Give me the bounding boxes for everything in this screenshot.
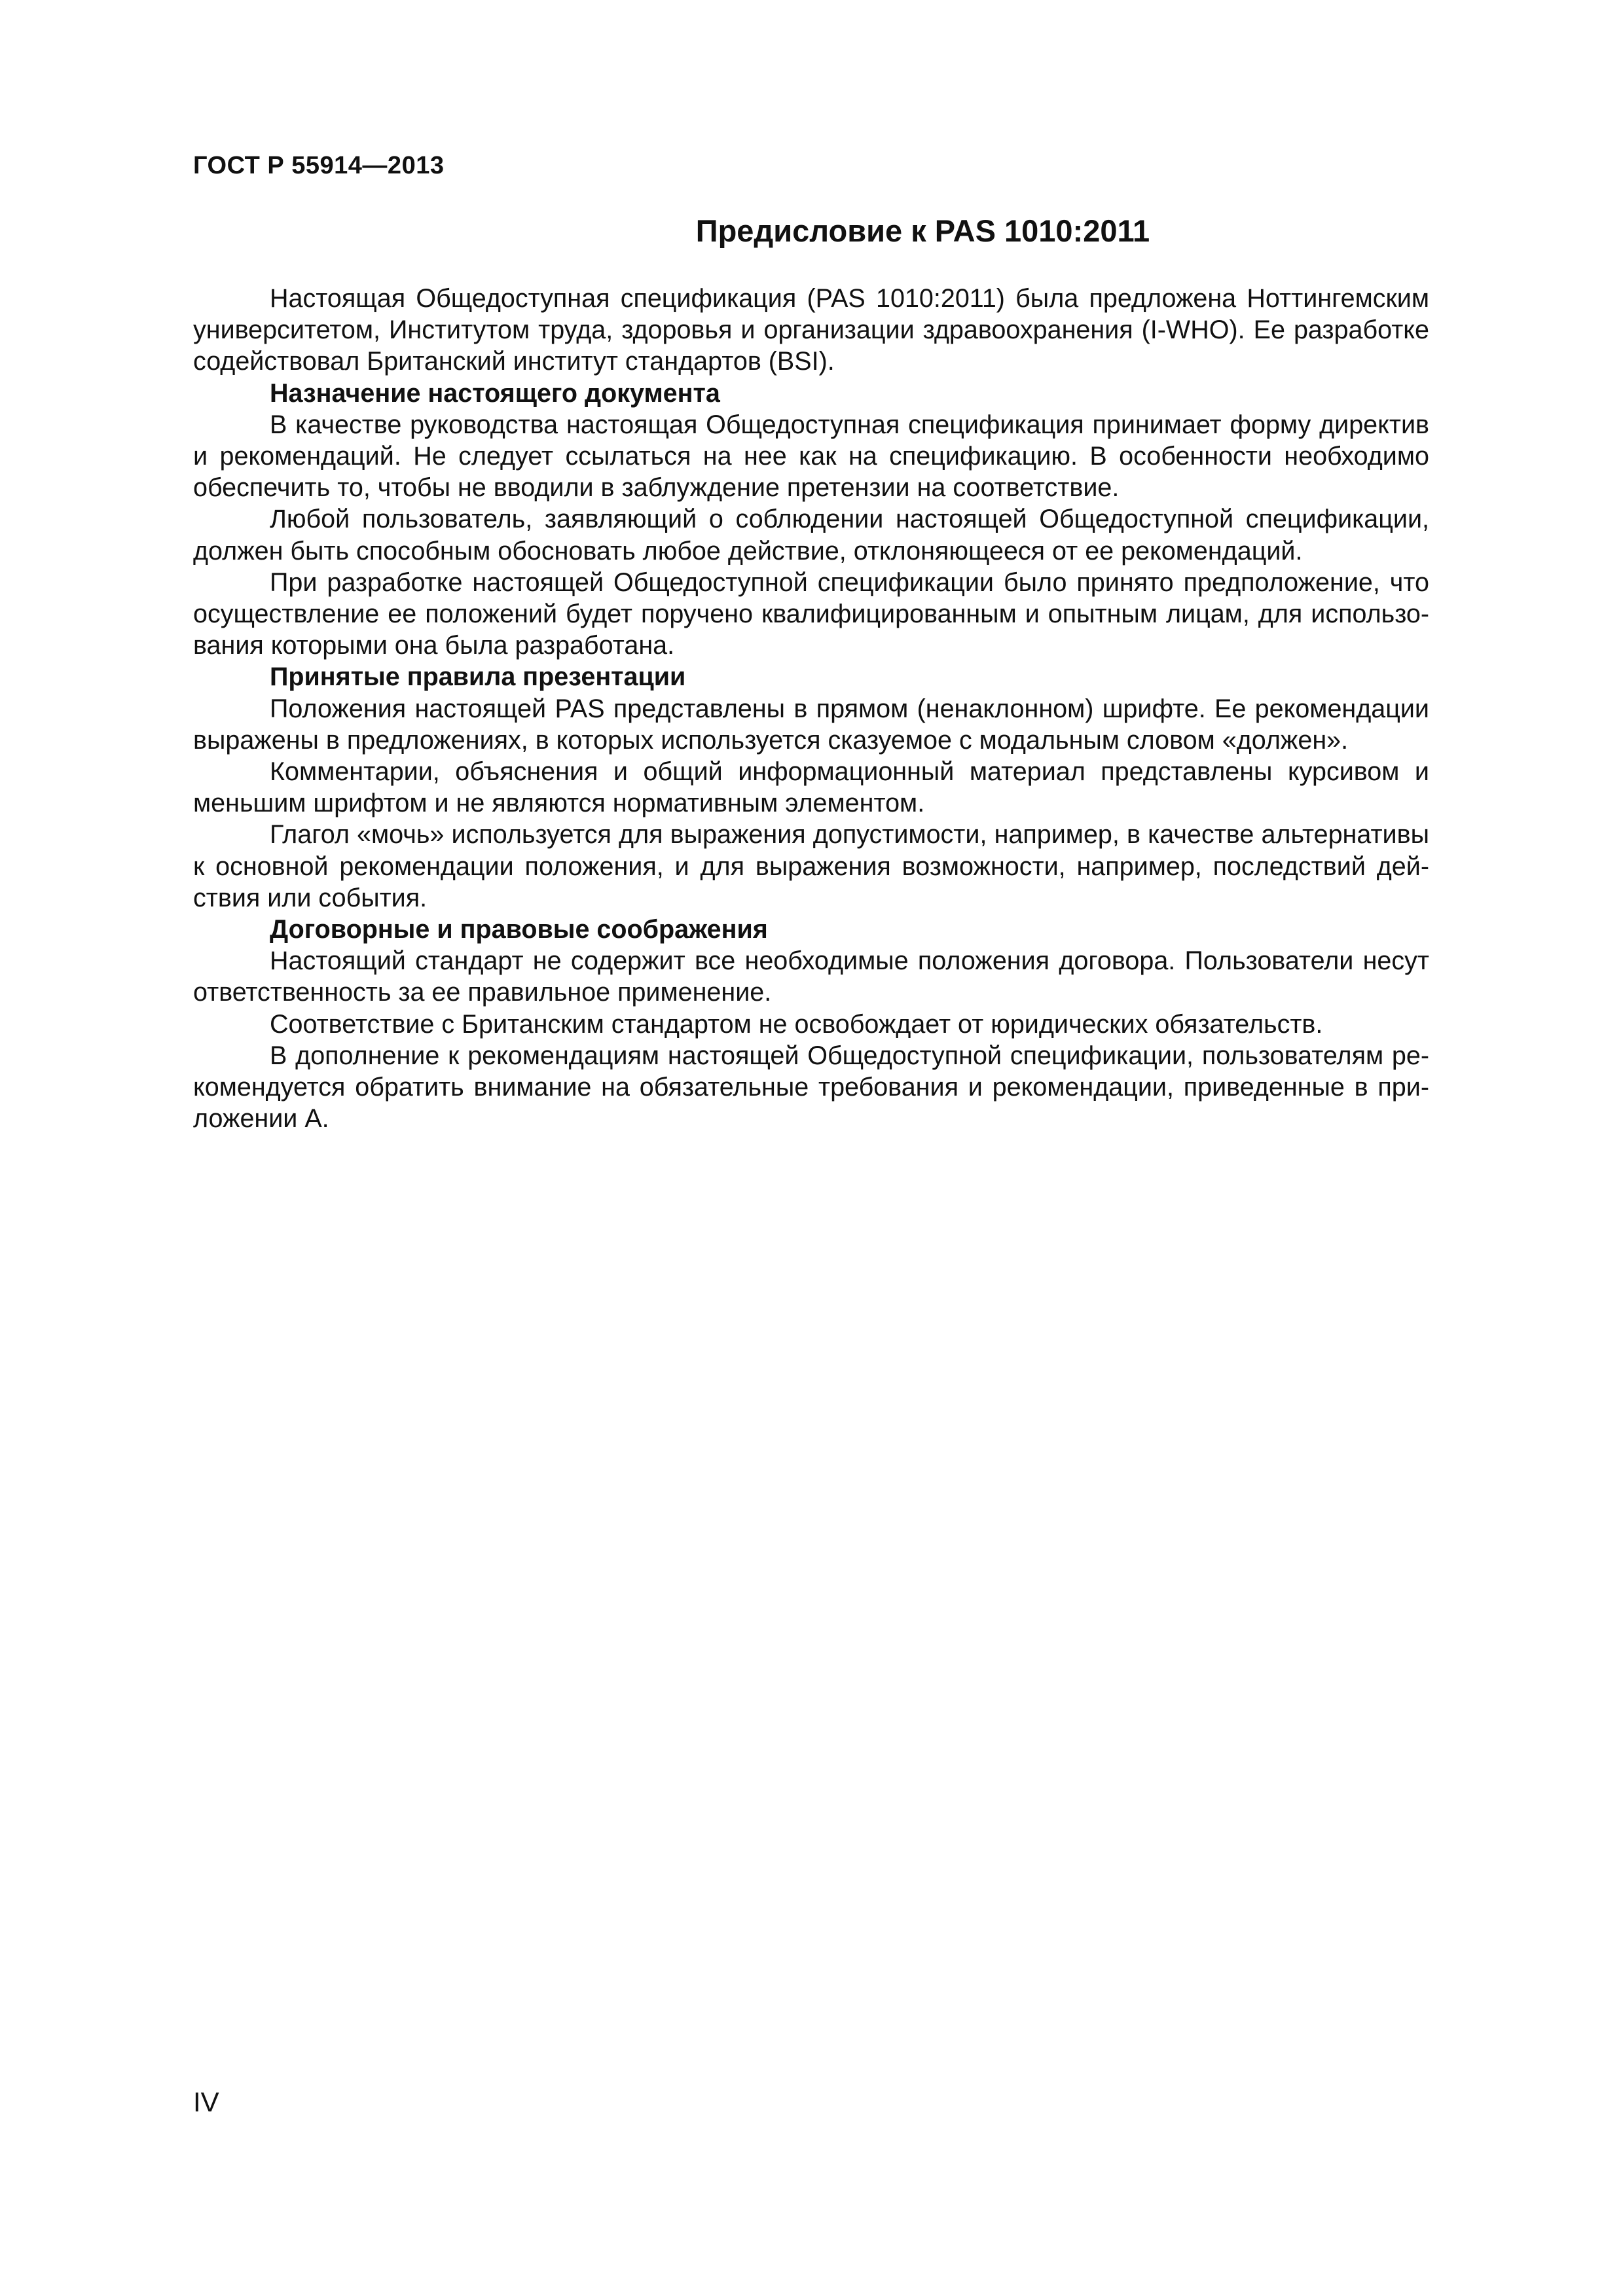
document-body (193, 283, 1429, 1134)
section-heading-contractual-legal: Договорные и правовые соображения (270, 915, 768, 944)
section-heading-presentation-rules: Принятые правила презентации (270, 662, 686, 692)
body-paragraph: В дополнение к рекомендациям настоящей Общедоступной спецификации, пользователям рекомендуется обратить внимание на обязательные требования и рекомендации, приведенные в приложении А. (193, 1041, 1429, 1134)
body-paragraph: Настоящий стандарт не содержит все необходимые положения договора. Пользователи несут ответственность за ее правильное применение. (193, 946, 1429, 1007)
body-paragraph: При разработке настоящей Общедоступной спецификации было принято предположение, что осуществление ее положений будет поручено квалифицированным и опытным лицам, для использования которыми она была разработана. (193, 567, 1429, 660)
body-paragraph: Комментарии, объяснения и общий информационный материал представлены курсивом и меньшим шрифтом и не являются нормативным элементом. (193, 757, 1429, 818)
body-paragraph: В качестве руководства настоящая Общедоступная спецификация принимает форму директив и рекомендаций. Не следует ссылаться на нее как на спецификацию. В особенности необходимо обеспечить то, чтобы не вводили в заблуждение претензии на соответствие. (193, 410, 1429, 503)
page-number: IV (193, 2087, 219, 2117)
section-heading-purpose: Назначение настоящего документа (270, 378, 720, 408)
body-paragraph: Любой пользователь, заявляющий о соблюдении настоящей Общедоступной спецификации, должен быть способным обосновать любое действие, отклоняющееся от ее рекомендаций. (193, 505, 1429, 565)
body-paragraph: Глагол «мочь» используется для выражения допустимости, например, в качестве альтернативы к основной рекомендации положения, и для выражения возможности, например, последствий действия или события. (193, 820, 1429, 912)
body-paragraph: Соответствие с Британским стандартом не освобождает от юридических обязательств. (270, 1009, 1323, 1039)
document-standard-id: ГОСТ Р 55914—2013 (193, 152, 445, 179)
page-title: Предисловие к PAS 1010:2011 (695, 213, 1150, 248)
body-paragraph: Положения настоящей PAS представлены в прямом (ненаклонном) шрифте. Ее рекомендации выражены в предложениях, в которых используется сказуемое с модальным словом «должен». (193, 694, 1429, 755)
body-paragraph: Настоящая Общедоступная спецификация (PAS 1010:2011) была предложена Ноттингемским университетом, Институтом труда, здоровья и организации здравоохранения (I-WHO). Ее разработке содействовал Британский институт стандартов (BSI). (193, 284, 1429, 376)
